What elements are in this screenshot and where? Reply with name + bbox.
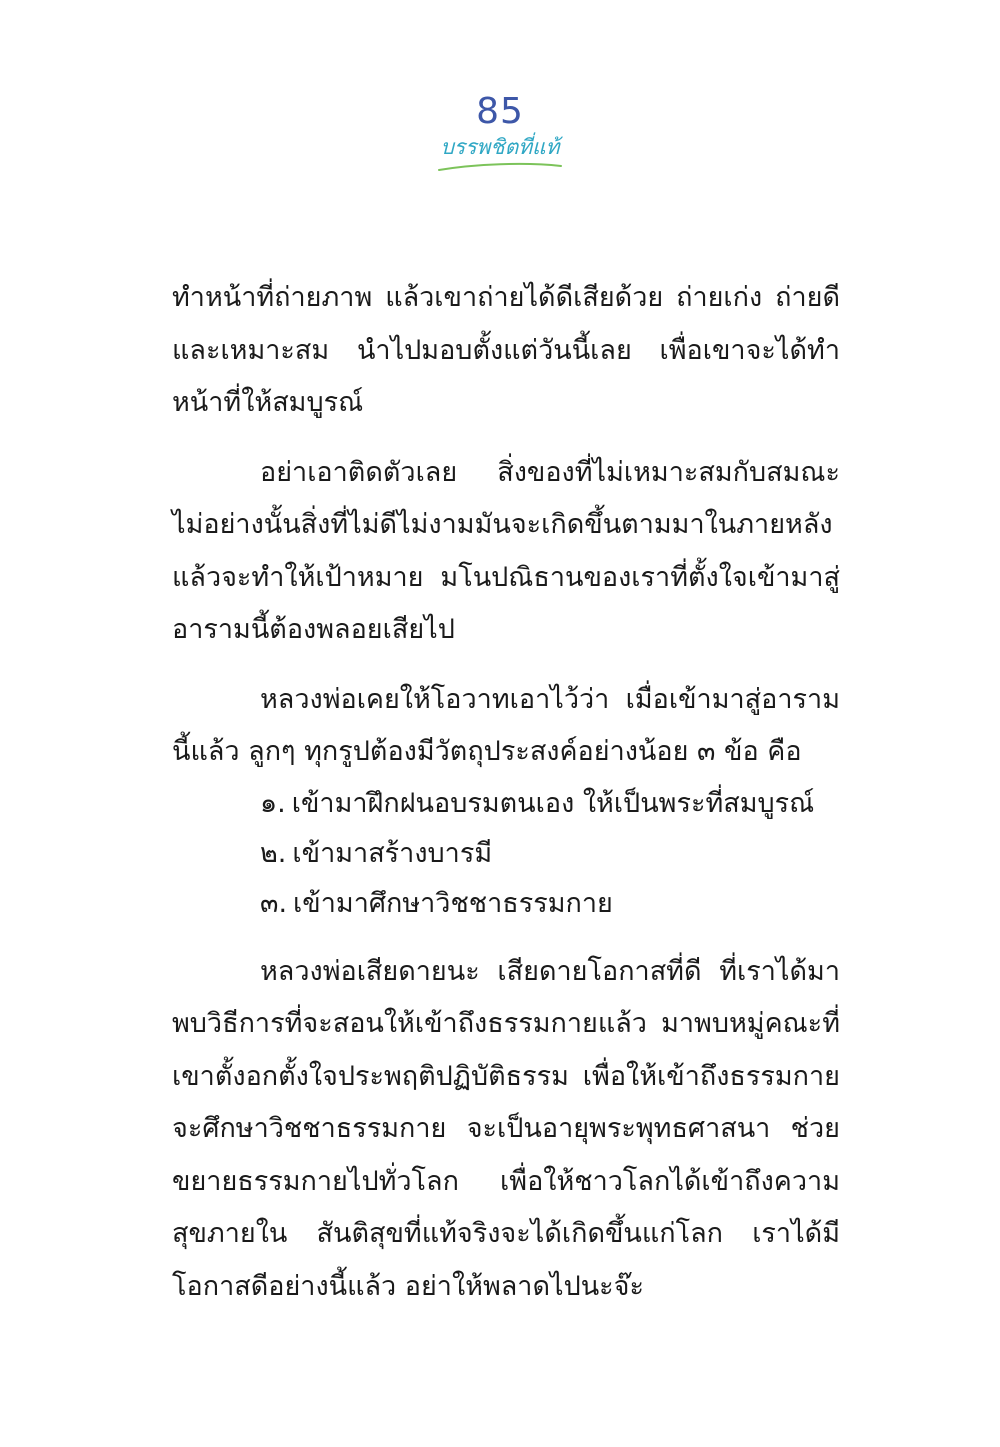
objective-text: เข้ามาศึกษาวิชชาธรรมกาย — [293, 887, 613, 919]
page-header — [0, 92, 1000, 174]
objective-item-1 — [172, 779, 840, 829]
objectives-list — [172, 779, 840, 929]
objective-number: ๓. — [260, 887, 288, 919]
body-text — [172, 272, 840, 1330]
paragraph-2: อย่าเอาติดตัวเลย สิ่งของที่ไม่เหมาะสมกับสมณะ ไม่อย่างนั้นสิ่งที่ไม่ดีไม่งามมันจะเกิดขึ้นตามมาในภายหลัง แล้วจะทำให้เป้าหมาย มโนปณิธานของเราที่ตั้งใจเข้ามาสู่อารามนี้ต้องพลอยเสียไป — [172, 456, 840, 645]
objective-item-2 — [172, 829, 840, 879]
paragraph-4: หลวงพ่อเสียดายนะ เสียดายโอกาสที่ดี ที่เราได้มาพบวิธีการที่จะสอนให้เข้าถึงธรรมกายแล้ว มาพบหมู่คณะที่เขาตั้งอกตั้งใจประพฤติปฏิบัติธรรม เพื่อให้เข้าถึงธรรมกาย จะศึกษาวิชชาธรรมกาย จะเป็นอายุพระพุทธศาสนา ช่วยขยายธรรมกายไปทั่วโลก เพื่อให้ชาวโลกได้เข้าถึงความสุขภายใน สันติสุขที่แท้จริงจะได้เกิดขึ้นแก่โลก เราได้มีโอกาสดีอย่างนี้แล้ว อย่าให้พลาดไปนะจ๊ะ — [172, 955, 840, 1302]
objective-number: ๒. — [260, 837, 287, 869]
objective-number: ๑. — [260, 787, 286, 819]
title-swash-ornament — [435, 160, 565, 174]
objective-item-3 — [172, 879, 840, 929]
objective-text: เข้ามาฝึกฝนอบรมตนเอง ให้เป็นพระที่สมบูรณ์ — [291, 787, 815, 819]
paragraph-1: ทำหน้าที่ถ่ายภาพ แล้วเขาถ่ายได้ดีเสียด้วย ถ่ายเก่ง ถ่ายดี และเหมาะสม นำไปมอบตั้งแต่วันนี้เลย เพื่อเขาจะได้ทำหน้าที่ให้สมบูรณ์ — [172, 282, 840, 418]
running-title: บรรพชิตที่แท้ — [440, 135, 560, 159]
paragraph-3: หลวงพ่อเคยให้โอวาทเอาไว้ว่า เมื่อเข้ามาสู่อารามนี้แล้ว ลูกๆ ทุกรูปต้องมีวัตถุประสงค์อย่างน้อย ๓ ข้อ คือ — [172, 683, 840, 767]
objective-text: เข้ามาสร้างบารมี — [292, 837, 493, 869]
page-number: 85 — [476, 91, 524, 132]
